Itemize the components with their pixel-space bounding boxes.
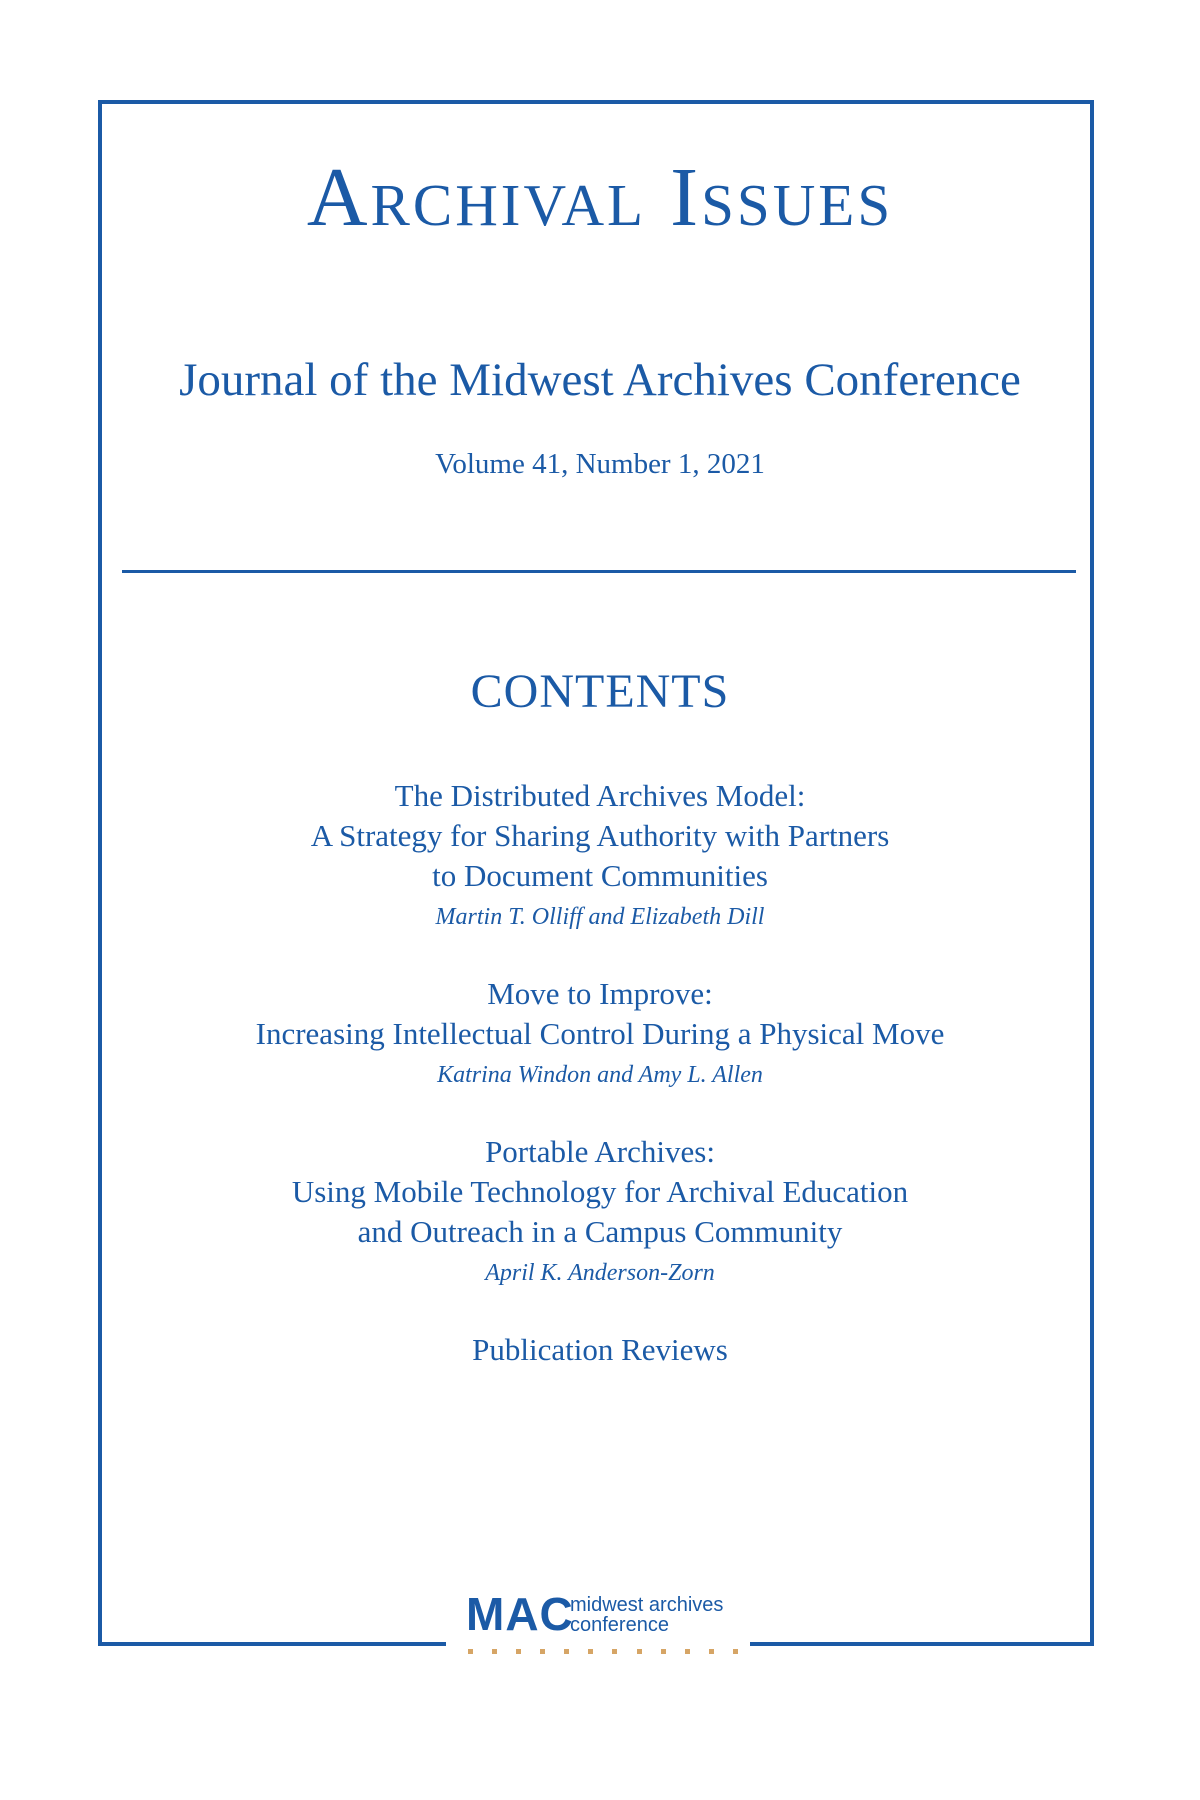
contents-entry bbox=[0, 974, 1200, 1094]
contents-list bbox=[0, 776, 1200, 1408]
contents-entry bbox=[0, 1132, 1200, 1292]
article-title-line: Move to Improve: bbox=[487, 976, 713, 1011]
article-authors: Katrina Windon and Amy L. Allen bbox=[437, 1062, 763, 1088]
article-title-line: and Outreach in a Campus Community bbox=[357, 1214, 843, 1249]
article-authors: Martin T. Olliff and Elizabeth Dill bbox=[435, 904, 765, 930]
contents-entry bbox=[0, 1330, 1200, 1370]
divider bbox=[122, 570, 1076, 573]
article-authors: April K. Anderson-Zorn bbox=[485, 1260, 715, 1286]
journal-title: Archival Issues bbox=[306, 151, 894, 244]
article-title-line: A Strategy for Sharing Authority with Partners bbox=[310, 818, 890, 853]
article-title-line: The Distributed Archives Model: bbox=[394, 778, 806, 813]
logo-text-line: midwest archives bbox=[570, 1594, 724, 1616]
article-title-line: Using Mobile Technology for Archival Education bbox=[291, 1174, 909, 1209]
journal-subtitle: Journal of the Midwest Archives Conference bbox=[179, 354, 1021, 406]
contents-heading: CONTENTS bbox=[470, 665, 730, 718]
article-title-line: to Document Communities bbox=[432, 858, 768, 893]
logo-dots bbox=[468, 1649, 738, 1655]
logo-text-line: conference bbox=[570, 1614, 669, 1636]
mac-logo bbox=[462, 1588, 742, 1661]
logo-mark: MAC bbox=[466, 1588, 574, 1640]
article-title-line: Portable Archives: bbox=[485, 1134, 715, 1169]
section-title: Publication Reviews bbox=[472, 1332, 728, 1367]
volume-info: Volume 41, Number 1, 2021 bbox=[435, 448, 765, 480]
logo-text bbox=[570, 1595, 723, 1635]
contents-entry bbox=[0, 776, 1200, 936]
article-title-line: Increasing Intellectual Control During a Physical Move bbox=[255, 1016, 945, 1051]
